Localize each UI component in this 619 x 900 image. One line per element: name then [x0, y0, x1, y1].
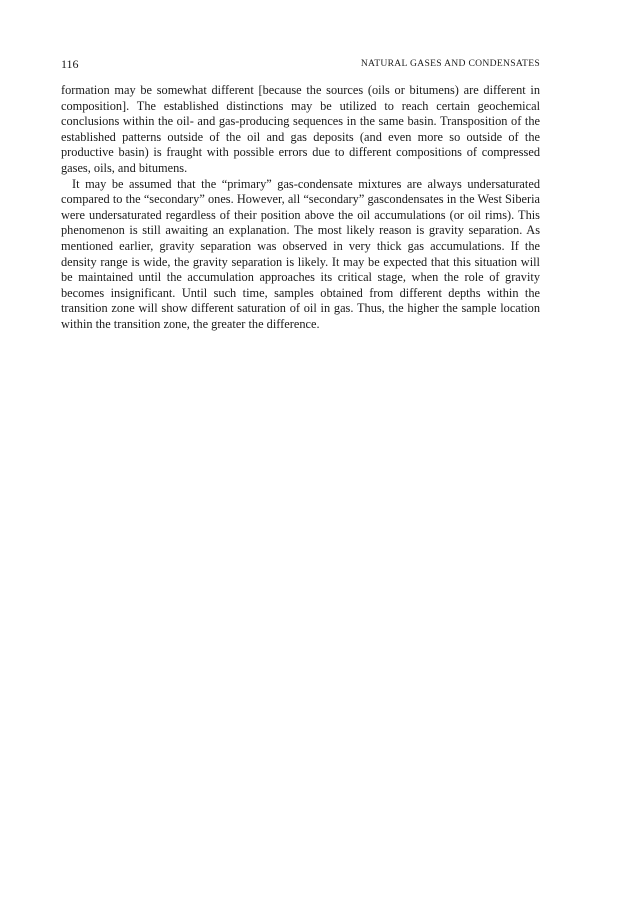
book-page	[61, 57, 540, 333]
body-text	[61, 83, 540, 333]
page-number: 116	[61, 57, 79, 71]
running-title: NATURAL GASES AND CONDENSATES	[360, 58, 540, 69]
paragraph-continued: formation may be somewhat different [because the sources (oils or bitumens) are different in composition]. The established distinctions may be utilized to reach certain geochemical conclusions within the oil- and gas-producing sequences in the same basin. Transposition of the established patterns outside of the oil and gas deposits (and even more so outside of the productive basin) is fraught with possible errors due to different compositions of compressed gases, oils, and bitumens.	[61, 83, 540, 175]
running-head	[61, 57, 540, 71]
paragraph-gravity-separation: It may be assumed that the “primary” gas-condensate mixtures are always undersaturated compared to the “secondary” ones. However, all “secondary” gascondensates in the West Siberia were undersaturated regardless of their position above the oil accumulations (or oil rims). This phenomenon is still awaiting an explanation. The most likely reason is gravity separation. As mentioned earlier, gravity separation was observed in very thick gas accumulations. If the density range is wide, the gravity separation is likely. It may be expected that this situation will be maintained until the accumulation approaches its critical stage, when the role of gravity becomes insignificant. Until such time, samples obtained from different depths within the transition zone will show different saturation of oil in gas. Thus, the higher the sample location within the transition zone, the greater the difference.	[61, 176, 540, 331]
